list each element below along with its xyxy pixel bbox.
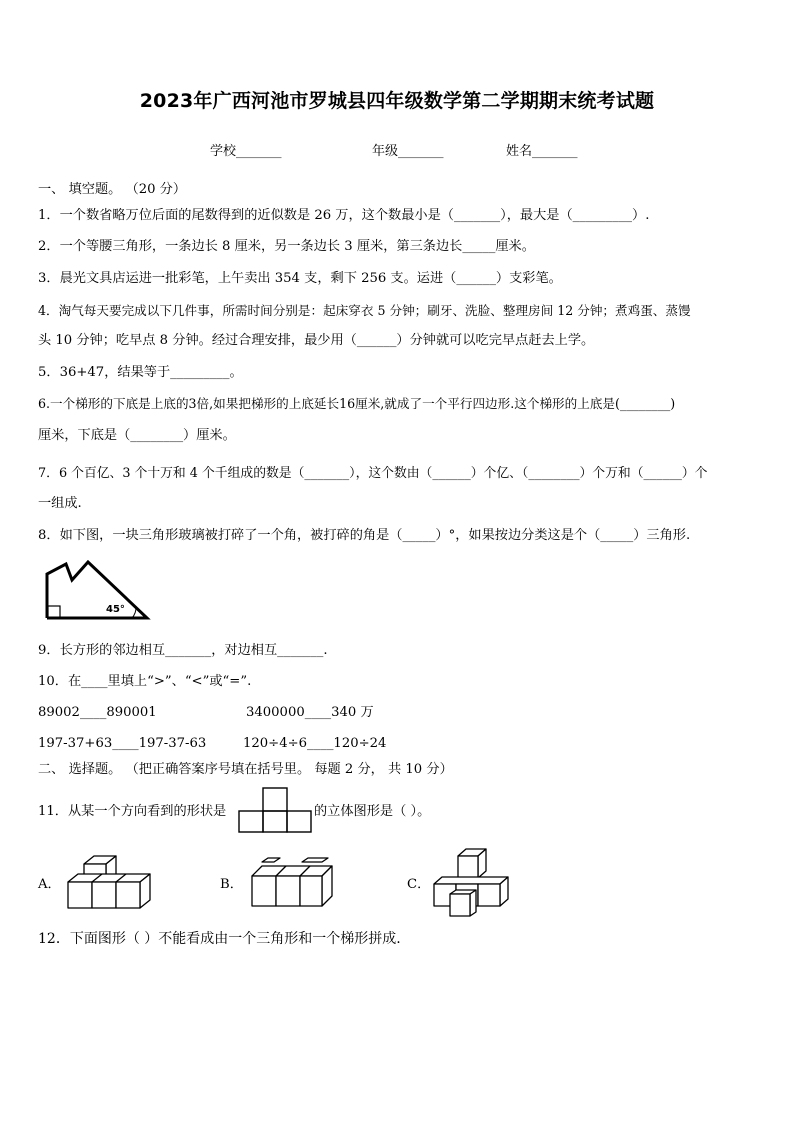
right-angle-mark [48, 606, 60, 618]
question-7-line2: 一组成. [38, 496, 82, 511]
broken-triangle-outline [47, 562, 147, 618]
broken-triangle-figure [44, 560, 154, 622]
question-10-item-a: 89002____890001 [38, 705, 157, 720]
angle-label: 45° [106, 604, 125, 615]
question-9: 9．长方形的邻边相互_______，对边相互_______. [38, 643, 328, 658]
option-b-cubes [248, 856, 334, 908]
section1-heading: 一、 填空题。 （20 分） [38, 182, 187, 197]
question-5: 5．36+47，结果等于_________。 [38, 365, 243, 380]
question-10: 10．在____里填上“>”、“<”或“=”. [38, 674, 252, 689]
section2-heading: 二、 选择题。 （把正确答案序号填在括号里。 每题 2 分， 共 10 分） [38, 762, 453, 777]
question-6-line1: 6.一个梯形的下底是上底的3倍,如果把梯形的上底延长16厘米,就成了一个平行四边形.这个梯形的上底是(________) [38, 396, 676, 411]
question-4-line2: 头 10 分钟；吃早点 8 分钟。经过合理安排，最少用（______）分钟就可以吃完早点赶去上学。 [38, 333, 595, 348]
question-7-line1: 7．6 个百亿、3 个十万和 4 个千组成的数是（_______），这个数由（______）个亿、（________）个万和（______）个 [38, 466, 708, 481]
question-10-item-d: 120÷4÷6____120÷24 [243, 736, 387, 751]
grade-field: 年级_______ [372, 144, 444, 159]
option-a-label: A． [38, 877, 61, 892]
option-c-label: C． [407, 877, 431, 892]
question-3: 3．晨光文具店运进一批彩笔，上午卖出 354 支，剩下 256 支。运进（______）支彩笔。 [38, 271, 562, 286]
school-field: 学校_______ [210, 144, 282, 159]
question-6-line2: 厘米，下底是（________）厘米。 [38, 428, 236, 443]
page-title: 2023年广西河池市罗城县四年级数学第二学期期末统考试题 [139, 90, 655, 112]
option-a-cubes [62, 852, 158, 914]
option-b-label: B． [220, 877, 243, 892]
name-field: 姓名_______ [506, 144, 578, 159]
question-11-suffix: 的立体图形是（ ）。 [314, 804, 431, 819]
option-c-cubes [428, 846, 512, 920]
front-view-shape [238, 786, 312, 834]
question-12: 12．下面图形（ ）不能看成由一个三角形和一个梯形拼成. [38, 931, 401, 947]
question-1: 1．一个数省略万位后面的尾数得到的近似数是 26 万，这个数最小是（_______），最大是（_________）. [38, 208, 650, 223]
question-8: 8．如下图，一块三角形玻璃被打碎了一个角，被打碎的角是（_____）°，如果按边分类这是个（_____）三角形. [38, 528, 691, 543]
question-10-item-b: 3400000____340 万 [246, 705, 374, 720]
question-11-prefix: 11．从某一个方向看到的形状是 [38, 804, 227, 819]
question-10-item-c: 197-37+63____197-37-63 [38, 736, 207, 751]
question-4-line1: 4．淘气每天要完成以下几件事，所需时间分别是：起床穿衣 5 分钟；刷牙、洗脸、整理房间 12 分钟；煮鸡蛋、蒸馒 [38, 303, 691, 318]
question-2: 2．一个等腰三角形，一条边长 8 厘米，另一条边长 3 厘米，第三条边长_____厘米。 [38, 239, 535, 254]
